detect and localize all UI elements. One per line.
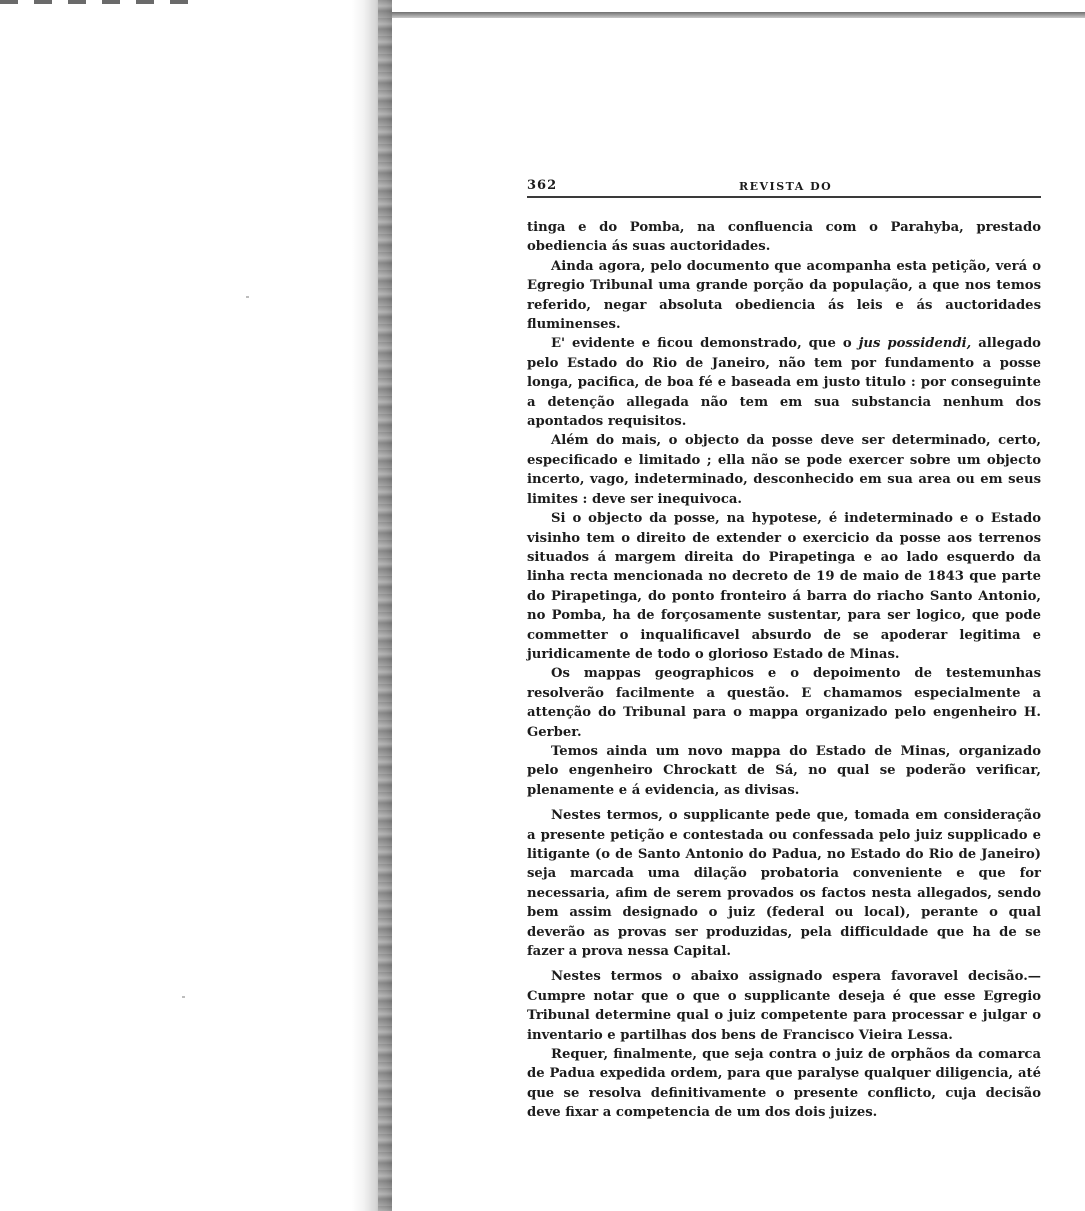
scan-speck: [246, 296, 249, 298]
paragraph: Ainda agora, pelo documento que acompanha esta petição, verá o Egregio Tribunal uma grande porção da população, a que nos temos referido, negar absoluta obediencia ás leis e ás auctoridades fluminenses.: [527, 258, 1041, 333]
paragraph: Temos ainda um novo mappa do Estado de Minas, organizado pelo engenheiro Chrockatt de Sá, no qual se poderão verificar, plenamente e á evidencia, as divisas.: [527, 743, 1041, 798]
paragraph: Requer, finalmente, que seja contra o juiz de orphãos da comarca de Padua expedida ordem, para que paralyse qualquer diligencia, até que se resolva definitivamente o presente conflicto, cuja decisão deve fixar a competencia de um dos dois juizes.: [527, 1047, 1041, 1121]
scan-speck: [182, 996, 185, 998]
running-title: REVISTA DO: [739, 180, 833, 193]
running-head: [527, 176, 1041, 198]
paragraph: Além do mais, o objecto da posse deve ser determinado, certo, especificado e limitado ; ella não se pode exercer sobre um objecto incerto, vago, indeterminado, desconhecido em sua area ou em seus limites : deve ser inequivoca.: [527, 433, 1041, 507]
paragraph: tinga e do Pomba, na confluencia com o Parahyba, prestado obediencia ás suas auctoridades.: [527, 220, 1041, 255]
paragraph: Os mappas geographicos e o depoimento de testemunhas resolverão facilmente a questão. E chamamos especialmente a attenção do Tribunal para o mappa organizado pelo engenheiro H. Gerber.: [527, 666, 1041, 740]
paragraph: Nestes termos o abaixo assignado espera favoravel decisão.—Cumpre notar que o que o supplicante deseja é que esse Egregio Tribunal determine qual o juiz competente para processar e julgar o inventario e partilhas dos bens de Francisco Vieira Lessa.: [527, 969, 1041, 1043]
book-page: [527, 176, 1041, 1123]
paragraph: [527, 334, 1041, 431]
paragraph-text: E' evidente e ficou demonstrado, que o: [551, 336, 859, 352]
body-text: [527, 218, 1041, 1123]
scan-page-edge: [392, 12, 1085, 18]
scan-top-rule: [0, 0, 200, 4]
latin-term: jus possidendi,: [858, 336, 972, 352]
paragraph-text: allegado pelo Estado do Rio de Janeiro, não tem por fundamento a posse longa, pacifica, de boa fé e baseada em justo titulo : por conseguinte a detenção allegada não tem em sua substancia nenhum dos apontados requisitos.: [527, 336, 1041, 430]
paragraph: Nestes termos, o supplicante pede que, tomada em consideração a presente petição e contestada ou confessada pelo juiz supplicado e litigante (o de Santo Antonio do Padua, no Estado do Rio de Janeiro) seja marcada uma dilação probatoria conveniente e que for necessaria, afim de serem provados os factos nesta allegados, sendo bem assim designado o juiz (federal ou local), perante o qual deverão as provas ser produzidas, pela difficuldade que ha de se fazer a prova nessa Capital.: [527, 808, 1041, 960]
book-spine-edge: [378, 0, 392, 1211]
page-number: 362: [527, 178, 558, 193]
paragraph: Si o objecto da posse, na hypotese, é indeterminado e o Estado visinho tem o direito de extender o exercicio da posse aos terrenos situados á margem direita do Pirapetinga e ao lado esquerdo da linha recta mencionada no decreto de 19 de maio de 1843 que parte do Pirapetinga, do ponto fronteiro á barra do riacho Santo Antonio, no Pomba, ha de forçosamente sustentar, para ser logico, que pode commetter o inqualificavel absurdo de se apoderar legitima e juridicamente de todo o glorioso Estado de Minas.: [527, 511, 1041, 662]
